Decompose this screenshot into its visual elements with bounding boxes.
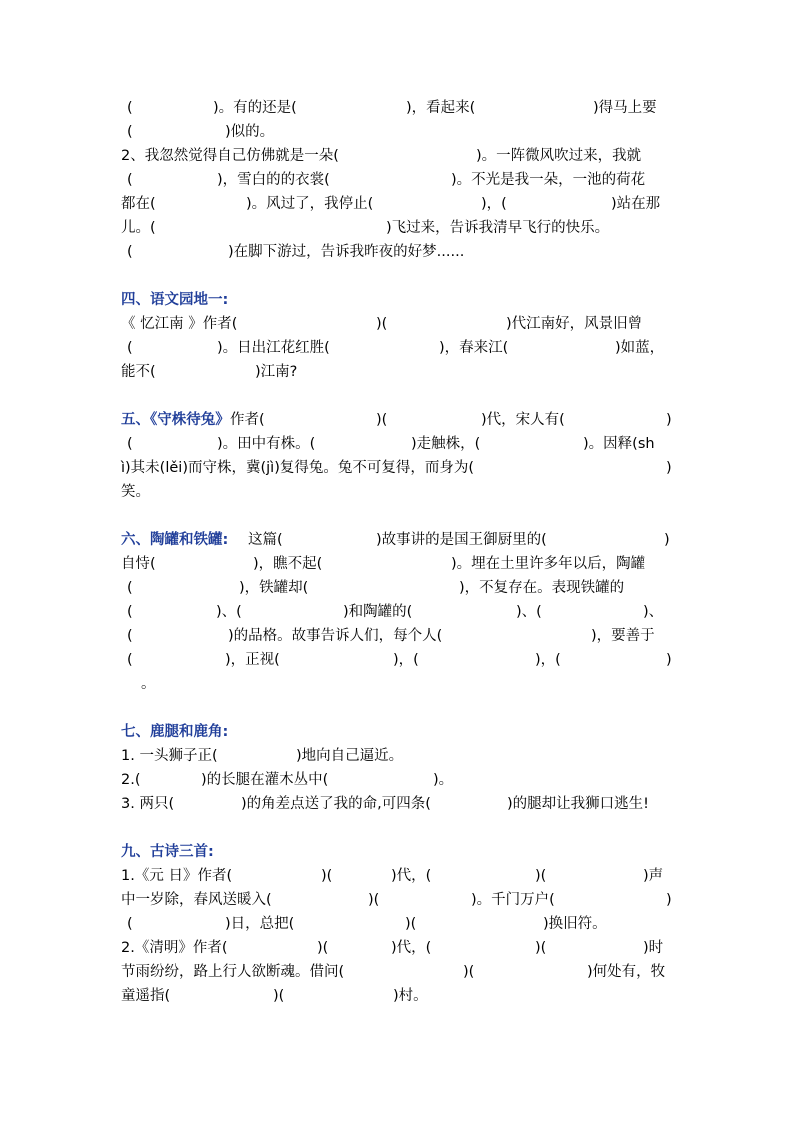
worksheet-page bbox=[121, 96, 677, 1008]
text-seg: ) bbox=[664, 532, 670, 548]
text-seg: )日，总把( bbox=[225, 916, 295, 932]
sec6-line-3 bbox=[121, 576, 677, 600]
text-seg: )。埋在土里许多年以后，陶罐 bbox=[451, 556, 646, 572]
text-seg: )，瞧不起( bbox=[253, 556, 323, 572]
text-seg: )( bbox=[368, 892, 380, 908]
text-seg: )如蓝， bbox=[615, 340, 665, 356]
sec9-line-1 bbox=[121, 864, 677, 888]
text-seg: )代，宋人有( bbox=[481, 412, 565, 428]
sec5-line-2 bbox=[121, 432, 677, 456]
sec6-line-6 bbox=[121, 648, 677, 672]
sec3-line-4 bbox=[121, 168, 677, 192]
text-seg: )( bbox=[405, 916, 417, 932]
text-seg: )地向自己逼近。 bbox=[296, 748, 404, 764]
sec4-line-1 bbox=[121, 312, 677, 336]
sec7-line-3 bbox=[121, 792, 677, 816]
text-seg: ( bbox=[127, 124, 133, 140]
text-seg: )江南? bbox=[255, 364, 298, 380]
sec7-line-2 bbox=[121, 768, 677, 792]
text-seg: 节雨纷纷，路上行人欲断魂。借问( bbox=[121, 964, 345, 980]
sec4-line-3 bbox=[121, 360, 677, 384]
text-seg: 笑。 bbox=[121, 484, 150, 500]
text-seg: ( bbox=[127, 244, 133, 260]
sec3-line-6 bbox=[121, 216, 677, 240]
text-seg: ( bbox=[127, 100, 133, 116]
text-seg: )代江南好，风景旧曾 bbox=[506, 316, 643, 332]
text-seg: )，看起来( bbox=[406, 100, 476, 116]
text-seg: )。日出江花红胜( bbox=[217, 340, 330, 356]
text-seg: )站在那 bbox=[611, 196, 661, 212]
sec5-line-4 bbox=[121, 480, 677, 504]
text-seg: )。田中有株。( bbox=[217, 436, 316, 452]
text-seg: )，要善于 bbox=[591, 628, 655, 644]
text-seg: )走触株，( bbox=[411, 436, 481, 452]
text-seg: ( bbox=[127, 628, 133, 644]
text-seg: )。因释(sh bbox=[583, 436, 655, 452]
text-seg: )得马上要 bbox=[593, 100, 657, 116]
text-seg: ) bbox=[666, 892, 672, 908]
text-seg: ( bbox=[127, 172, 133, 188]
sec9-line-5 bbox=[121, 960, 677, 984]
text-seg: 3. 两只( bbox=[121, 796, 175, 812]
text-seg: )，不复存在。表现铁罐的 bbox=[459, 580, 625, 596]
text-seg: )和陶罐的( bbox=[343, 604, 413, 620]
text-seg: ) bbox=[666, 460, 672, 476]
text-seg: )，正视( bbox=[225, 652, 280, 668]
sec6-line-2 bbox=[121, 552, 677, 576]
text-seg: )，春来江( bbox=[439, 340, 509, 356]
sec6-line-7 bbox=[121, 672, 677, 696]
text-seg: 中一岁除，春风送暖入( bbox=[121, 892, 272, 908]
text-seg: ( bbox=[127, 604, 133, 620]
text-seg: )，( bbox=[393, 652, 419, 668]
text-seg: )声 bbox=[643, 868, 664, 884]
text-seg: )( bbox=[535, 868, 547, 884]
text-seg: )换旧符。 bbox=[543, 916, 607, 932]
text-seg: )故事讲的是国王御厨里的( bbox=[376, 532, 547, 548]
text-seg: )，( bbox=[535, 652, 561, 668]
text-seg: )( bbox=[463, 964, 475, 980]
text-seg: 2.( bbox=[121, 772, 141, 788]
section-heading-5: 五、《守株待兔》 bbox=[121, 412, 230, 428]
text-seg: ( bbox=[127, 436, 133, 452]
text-seg: )( bbox=[317, 940, 329, 956]
text-seg: )( bbox=[321, 868, 333, 884]
sec6-line-5 bbox=[121, 624, 677, 648]
sec4-line-2 bbox=[121, 336, 677, 360]
text-seg: 作者( bbox=[230, 412, 265, 428]
sec3-line-2 bbox=[121, 120, 677, 144]
sec5-line-3 bbox=[121, 456, 677, 480]
sec3-line-3 bbox=[121, 144, 677, 168]
section-heading-6: 六、陶罐和铁罐: bbox=[121, 532, 229, 548]
text-seg: )。有的还是( bbox=[213, 100, 297, 116]
text-seg: 能不( bbox=[121, 364, 156, 380]
text-seg: )、( bbox=[516, 604, 542, 620]
text-seg: )村。 bbox=[393, 988, 428, 1004]
sec3-line-1 bbox=[121, 96, 677, 120]
text-seg: )的角差点送了我的命,可四条( bbox=[241, 796, 431, 812]
sec6-line-4 bbox=[121, 600, 677, 624]
text-seg: )。千门万户( bbox=[471, 892, 555, 908]
text-seg: )的长腿在灌木丛中( bbox=[201, 772, 329, 788]
text-seg: )( bbox=[535, 940, 547, 956]
text-seg: ) bbox=[666, 652, 672, 668]
sec9-line-4 bbox=[121, 936, 677, 960]
text-seg: ) bbox=[666, 412, 672, 428]
text-seg: 自恃( bbox=[121, 556, 156, 572]
sec7-line-1 bbox=[121, 744, 677, 768]
text-seg: ( bbox=[127, 580, 133, 596]
text-seg: 1.《元 日》作者( bbox=[121, 868, 233, 884]
text-seg: )、 bbox=[643, 604, 664, 620]
text-seg: )飞过来，告诉我清早飞行的快乐。 bbox=[386, 220, 610, 236]
text-seg: 童遥指( bbox=[121, 988, 171, 1004]
section-heading-4: 四、语文园地一: bbox=[121, 292, 229, 308]
text-seg: )似的。 bbox=[225, 124, 275, 140]
sec9-line-2 bbox=[121, 888, 677, 912]
text-seg: )代，( bbox=[391, 868, 432, 884]
text-seg: )。一阵微风吹过来，我就 bbox=[476, 148, 642, 164]
text-seg: 2.《清明》作者( bbox=[121, 940, 228, 956]
text-seg: ( bbox=[127, 340, 133, 356]
text-seg: )。风过了，我停止( bbox=[246, 196, 374, 212]
text-seg: )的品格。故事告诉人们，每个人( bbox=[228, 628, 443, 644]
text-seg: )时 bbox=[643, 940, 664, 956]
text-seg: 《 忆江南 》作者( bbox=[121, 316, 238, 332]
text-seg: 1. 一头狮子正( bbox=[121, 748, 218, 764]
sec3-line-7 bbox=[121, 240, 677, 264]
text-seg: )( bbox=[273, 988, 285, 1004]
section-heading-9: 九、古诗三首: bbox=[121, 844, 214, 860]
text-seg: )( bbox=[376, 412, 388, 428]
sec9-line-6 bbox=[121, 984, 677, 1008]
sec9-line-3 bbox=[121, 912, 677, 936]
text-seg: ( bbox=[127, 652, 133, 668]
text-seg: )。不光是我一朵，一池的荷花 bbox=[451, 172, 646, 188]
text-seg: )何处有，牧 bbox=[587, 964, 666, 980]
section-heading-7: 七、鹿腿和鹿角: bbox=[121, 724, 229, 740]
text-seg: )在脚下游过，告诉我昨夜的好梦...... bbox=[228, 244, 465, 260]
text-seg: )、( bbox=[216, 604, 242, 620]
text-seg: ì)其未(lěi)而守株，冀(jì)复得兔。兔不可复得，而身为( bbox=[121, 460, 475, 476]
text-seg: )代，( bbox=[391, 940, 432, 956]
text-seg: 都在( bbox=[121, 196, 156, 212]
text-seg: )，雪白的的衣裳( bbox=[217, 172, 330, 188]
text-seg: )( bbox=[376, 316, 388, 332]
text-seg: 这篇( bbox=[248, 532, 283, 548]
text-seg: )，( bbox=[481, 196, 507, 212]
text-seg: )，铁罐却( bbox=[239, 580, 309, 596]
text-seg: ( bbox=[127, 916, 133, 932]
text-seg: 儿。( bbox=[121, 220, 156, 236]
text-seg: )。 bbox=[433, 772, 454, 788]
sec6-line-1 bbox=[121, 528, 677, 552]
text-seg: 2、我忽然觉得自己仿佛就是一朵( bbox=[121, 148, 339, 164]
sec3-line-5 bbox=[121, 192, 677, 216]
text-seg: )的腿却让我狮口逃生! bbox=[507, 796, 649, 812]
sec5-line-1 bbox=[121, 408, 677, 432]
text-seg: 。 bbox=[141, 676, 156, 692]
